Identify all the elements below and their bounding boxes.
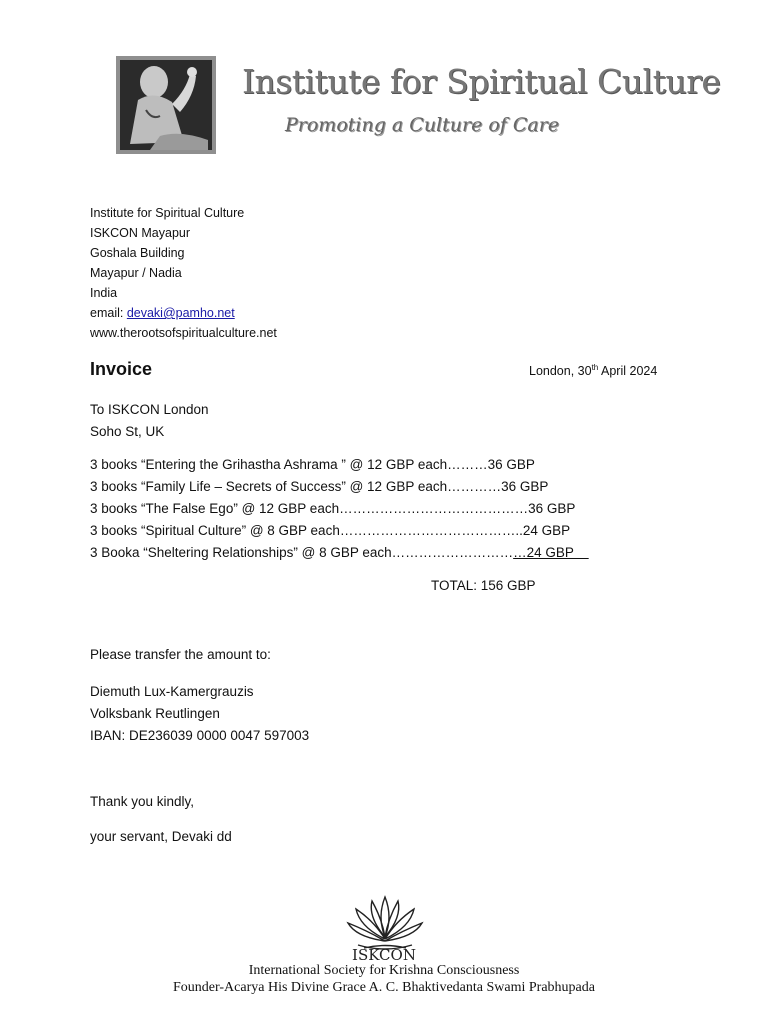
email-line	[90, 303, 277, 323]
recipient-block	[90, 399, 209, 443]
iskcon-wordmark: ISKCON	[352, 946, 416, 964]
thanks-line: Thank you kindly,	[90, 794, 195, 809]
bank-details	[90, 681, 309, 747]
invoice-item: 3 books “Spiritual Culture” @ 8 GBP each…………………………………..24 GBP	[90, 523, 571, 538]
footer-line: International Society for Krishna Consciousness	[248, 963, 520, 978]
date-suffix: April 2024	[598, 364, 658, 379]
address-line: India	[90, 286, 118, 300]
invoice-item: 3 books “Family Life – Secrets of Success” @ 12 GBP each…………36 GBP	[90, 479, 549, 494]
invoice-title: Invoice	[90, 359, 153, 379]
address-line: Institute for Spiritual Culture	[90, 206, 245, 220]
item-text: 3 Booka “Sheltering Relationships” @ 8 GBP each………………………	[90, 545, 514, 560]
bank-line: Diemuth Lux-Kamergrauzis	[90, 684, 254, 699]
item-amount: …24 GBP	[513, 545, 589, 560]
address-line: Goshala Building	[90, 246, 185, 260]
lotus-icon	[344, 893, 426, 951]
address-line: Mayapur / Nadia	[90, 266, 182, 280]
email-link[interactable]: devaki@pamho.net	[126, 306, 235, 320]
address-line: ISKCON Mayapur	[90, 226, 191, 240]
invoice-item: 3 books “Entering the Grihastha Ashrama ” @ 12 GBP each………36 GBP	[90, 457, 535, 472]
footer-line: Founder-Acarya His Divine Grace A. C. Bhaktivedanta Swami Prabhupada	[173, 980, 595, 995]
portrait-icon	[116, 56, 216, 154]
website-line: www.therootsofspiritualculture.net	[90, 326, 277, 340]
recipient-line: To ISKCON London	[90, 402, 209, 417]
recipient-line: Soho St, UK	[90, 424, 165, 439]
invoice-items	[90, 454, 589, 564]
invoice-item: 3 books “The False Ego” @ 12 GBP each……………………………………36 GBP	[90, 501, 576, 516]
invoice-item	[90, 542, 589, 564]
invoice-total: TOTAL: 156 GBP	[431, 578, 536, 593]
sender-address	[90, 203, 277, 343]
date-ordinal: th	[591, 363, 599, 372]
org-title: Institute for Spiritual Culture	[242, 62, 721, 101]
signoff-line: your servant, Devaki dd	[90, 829, 232, 844]
date-prefix: London, 30	[529, 364, 592, 379]
org-tagline: Promoting a Culture of Care	[285, 114, 560, 136]
bank-line: Volksbank Reutlingen	[90, 706, 220, 721]
transfer-instruction: Please transfer the amount to:	[90, 647, 271, 662]
bank-line: IBAN: DE236039 0000 0047 597003	[90, 728, 310, 743]
email-label: email:	[90, 306, 127, 320]
invoice-date	[529, 363, 657, 378]
